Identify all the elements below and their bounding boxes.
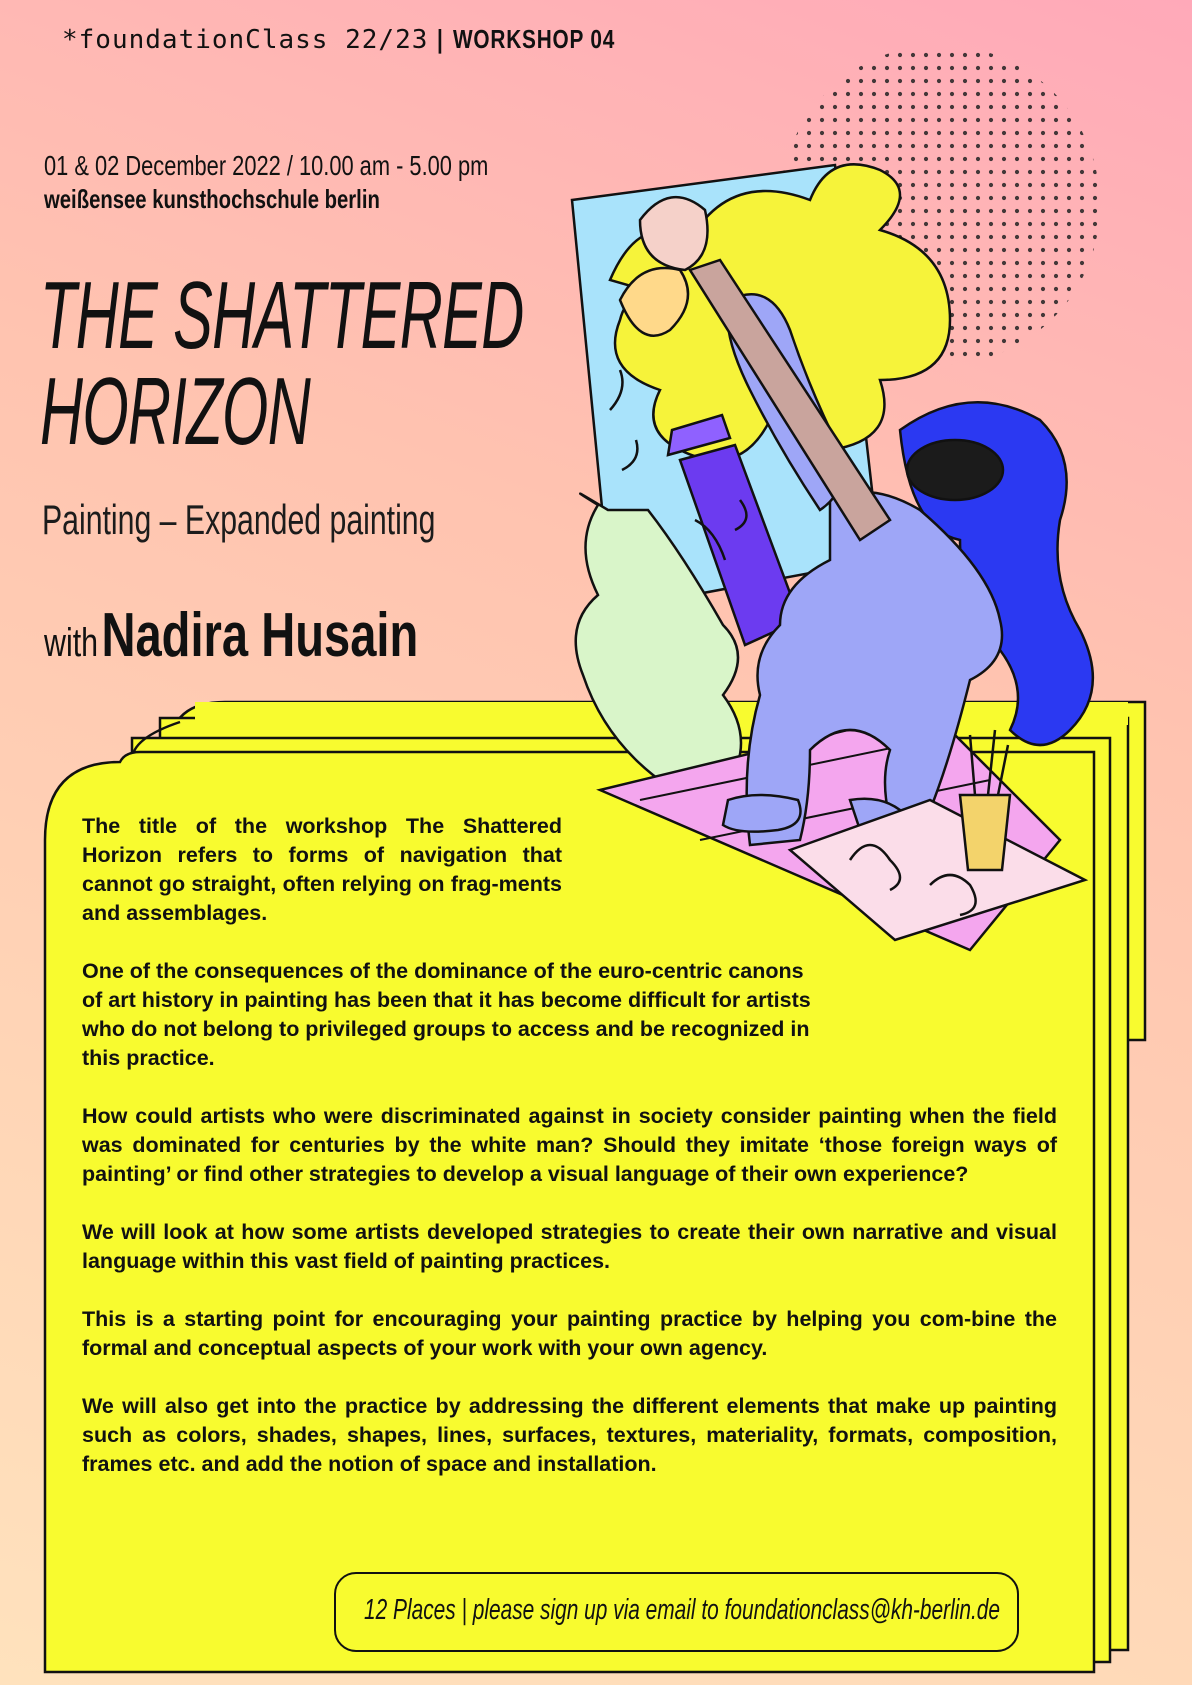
event-venue: weißensee kunsthochschule berlin <box>44 184 380 214</box>
teacher-name: Nadira Husain <box>101 601 419 670</box>
title-line-2: HORIZON <box>40 358 311 465</box>
header-separator: | <box>436 24 444 54</box>
page-title <box>40 262 524 465</box>
event-date: 01 & 02 December 2022 / 10.00 am - 5.00 pm <box>44 150 489 181</box>
description <box>82 812 1057 1508</box>
workshop-label: WORKSHOP 04 <box>453 24 616 54</box>
paragraph: One of the consequences of the dominance of the euro-centric canons of art history in painting has been that it has become difficult for artists who do not belong to privileged groups to access and be recognized in this practice. <box>82 959 811 1070</box>
series-label: *foundationClass 22/23 <box>62 25 429 55</box>
paragraph: How could artists who were discriminated against in society consider painting when the field was dominated for centuries by the white man? Should they imitate ‘those foreign ways of painting’ or find other strategies to develop a visual language of their own experience? <box>82 1104 1057 1186</box>
header <box>62 24 656 55</box>
paragraph: We will also get into the practice by addressing the different elements that make up painting such as colors, shades, shapes, lines, surfaces, textures, materiality, formats, composition, frames etc. and add the notion of space and installation. <box>82 1394 1057 1476</box>
subtitle: Painting – Expanded painting <box>42 496 436 543</box>
teacher-line <box>44 600 418 671</box>
paragraph: This is a starting point for encouraging your painting practice by helping you com-bine the formal and conceptual aspects of your work with your own agency. <box>82 1307 1057 1360</box>
paragraph: We will look at how some artists developed strategies to create their own narrative and visual language within this vast field of painting practices. <box>82 1220 1057 1273</box>
paragraph: The title of the workshop The Shattered Horizon refers to forms of navigation that cannot go straight, often relying on frag-ments and assemblages. <box>82 814 562 925</box>
signup-text[interactable]: 12 Places | please sign up via email to foundationclass@kh-berlin.de <box>364 1594 1000 1626</box>
title-line-1: THE SHATTERED <box>40 262 524 369</box>
teacher-prefix: with <box>44 621 99 665</box>
signup-box <box>334 1572 1019 1652</box>
